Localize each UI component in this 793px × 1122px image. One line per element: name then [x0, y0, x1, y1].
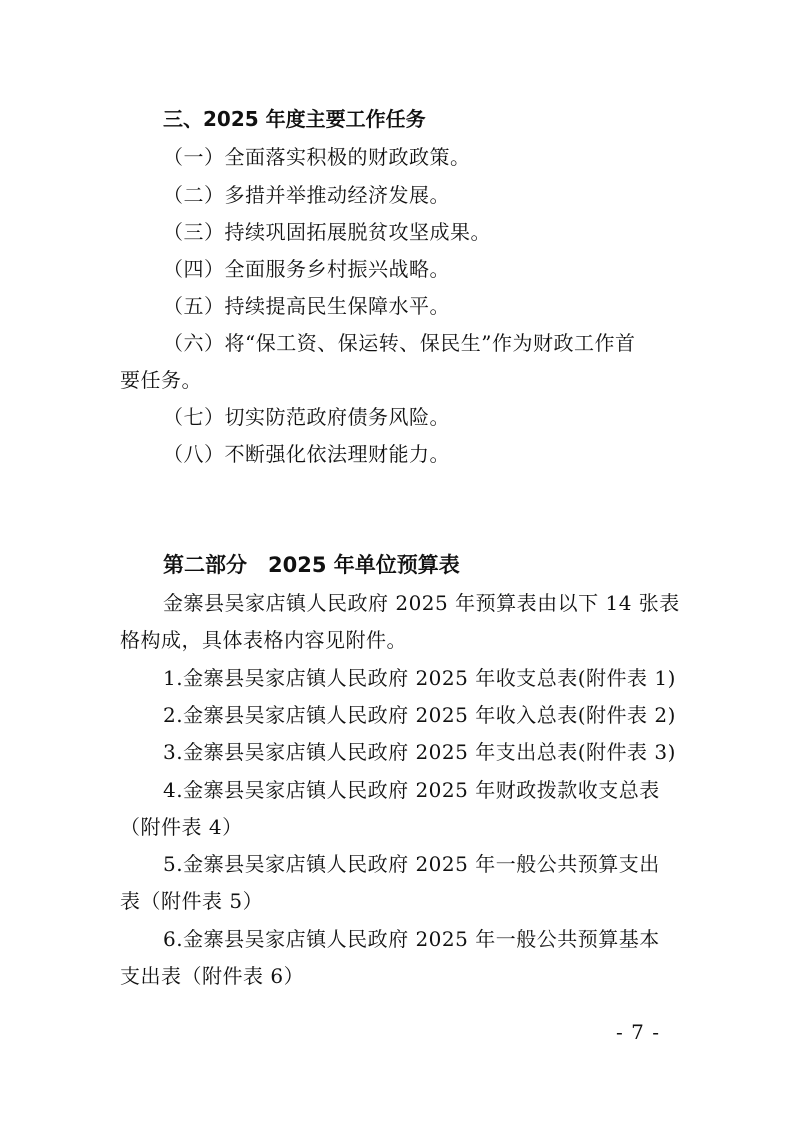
table-list-item-4-line-1: 4.金寨县吴家店镇人民政府 2025 年财政拨款收支总表	[163, 778, 660, 802]
task-item-8: （八）不断强化依法理财能力。	[163, 442, 450, 466]
table-list-item-6-line-2: 支出表（附件表 6）	[120, 964, 305, 988]
section-3-heading: 三、2025 年度主要工作任务	[163, 107, 426, 131]
table-list-item-2: 2.金寨县吴家店镇人民政府 2025 年收入总表(附件表 2)	[163, 703, 676, 727]
table-list-item-5-line-1: 5.金寨县吴家店镇人民政府 2025 年一般公共预算支出	[163, 852, 660, 876]
part-2-heading: 第二部分 2025 年单位预算表	[163, 553, 460, 577]
table-list-item-1: 1.金寨县吴家店镇人民政府 2025 年收支总表(附件表 1)	[163, 666, 676, 690]
part-2-intro-line-2: 格构成，具体表格内容见附件。	[120, 628, 407, 652]
task-item-4: （四）全面服务乡村振兴战略。	[163, 257, 450, 281]
task-item-7: （七）切实防范政府债务风险。	[163, 405, 450, 429]
table-list-item-4-line-2: （附件表 4）	[120, 815, 243, 839]
table-list-item-3: 3.金寨县吴家店镇人民政府 2025 年支出总表(附件表 3)	[163, 740, 676, 764]
task-item-3: （三）持续巩固拓展脱贫攻坚成果。	[163, 220, 491, 244]
part-2-intro-line-1: 金寨县吴家店镇人民政府 2025 年预算表由以下 14 张表	[163, 591, 680, 615]
task-item-6-line-1: （六）将“保工资、保运转、保民生”作为财政工作首	[163, 331, 636, 355]
table-list-item-5-line-2: 表（附件表 5）	[120, 889, 264, 913]
page-number: - 7 -	[616, 1020, 660, 1044]
task-item-1: （一）全面落实积极的财政政策。	[163, 145, 471, 169]
table-list-item-6-line-1: 6.金寨县吴家店镇人民政府 2025 年一般公共预算基本	[163, 927, 660, 951]
task-item-6-line-2: 要任务。	[120, 368, 202, 392]
task-item-2: （二）多措并举推动经济发展。	[163, 183, 450, 207]
task-item-5: （五）持续提高民生保障水平。	[163, 294, 450, 318]
